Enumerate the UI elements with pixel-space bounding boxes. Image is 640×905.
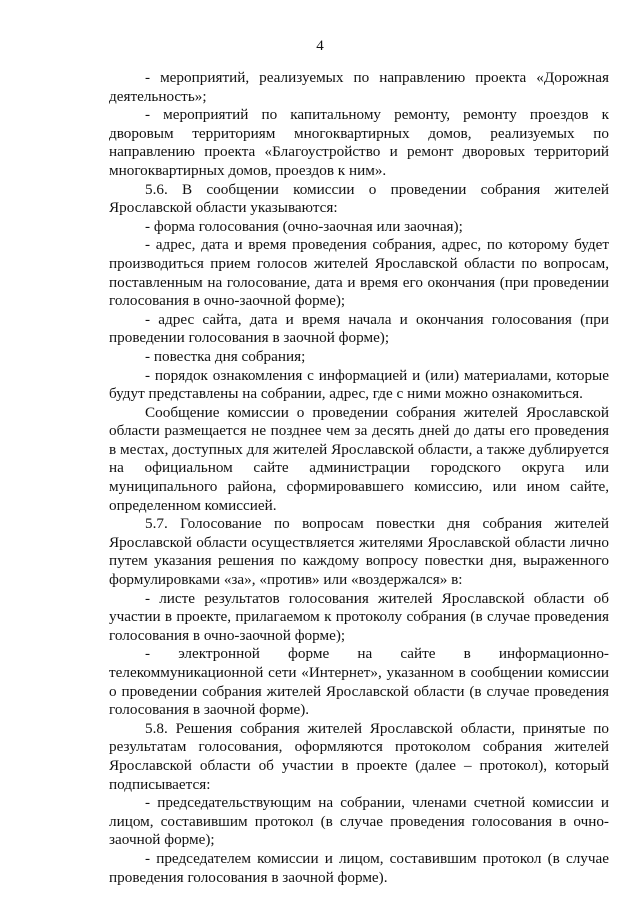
paragraph-14: - председательствующим на собрании, членами счетной комиссии и лицом, составившим протокол (в случае проведения голосования в очно-заочной форме); <box>109 794 609 849</box>
paragraph-5: - адрес, дата и время проведения собрания, адрес, по которому будет производиться прием голосов жителей Ярославской области по вопросам, поставленным на голосование, дата и время его окончания (при проведении голосования в очно-заочной форме); <box>109 236 609 310</box>
paragraph-10: 5.7. Голосование по вопросам повестки дня собрания жителей Ярославской области осуществляется жителями Ярославской области лично путем указания решения по каждому вопросу повестки дня, выраженного формулировками «за», «против» или «воздержался» в: <box>109 515 609 589</box>
paragraph-11: - листе результатов голосования жителей Ярославской области об участии в проекте, прилагаемом к протоколу собрания (в случае проведения голосования в очно-заочной форме); <box>109 589 609 644</box>
paragraph-13: 5.8. Решения собрания жителей Ярославской области, принятые по результатам голосования, оформляются протоколом собрания жителей Ярославской области об участии в проекте (далее – протокол), который подписывается: <box>109 719 609 793</box>
paragraph-2: - мероприятий по капитальному ремонту, ремонту проездов к дворовым территориям многоквартирных домов, реализуемых по направлению проекта «Благоустройство и ремонт дворовых территорий многоквартирных домов, проездов к ним». <box>109 106 609 179</box>
paragraph-8: - порядок ознакомления с информацией и (или) материалами, которые будут представлены на собрании, адрес, где с ними можно ознакомиться. <box>109 366 609 403</box>
paragraph-9: Сообщение комиссии о проведении собрания жителей Ярославской области размещается не позднее чем за десять дней до даты его проведения в местах, доступных для жителей Ярославской области, а также дублируется на официальном сайте администрации городского округа или муниципального района, сформировавшего комиссию, или ином сайте, определенном комиссией. <box>109 403 609 514</box>
page-number: 4 <box>316 38 324 54</box>
paragraph-3: 5.6. В сообщении комиссии о проведении собрания жителей Ярославской области указываются: <box>109 180 609 217</box>
paragraph-12: - электронной форме на сайте в информационно-телекоммуникационной сети «Интернет», указанном в сообщении комиссии о проведении собрания жителей Ярославской области (в случае проведения голосования в заочной форме). <box>109 645 609 719</box>
paragraph-15: - председателем комиссии и лицом, составившим протокол (в случае проведения голосования в заочной форме). <box>109 849 609 886</box>
paragraph-6: - адрес сайта, дата и время начала и окончания голосования (при проведении голосования в заочной форме); <box>109 310 609 347</box>
paragraph-1: - мероприятий, реализуемых по направлению проекта «Дорожная деятельность»; <box>109 69 609 105</box>
paragraph-4: - форма голосования (очно-заочная или заочная); <box>145 217 463 235</box>
document-body <box>109 69 609 887</box>
paragraph-7: - повестка дня собрания; <box>145 347 306 365</box>
